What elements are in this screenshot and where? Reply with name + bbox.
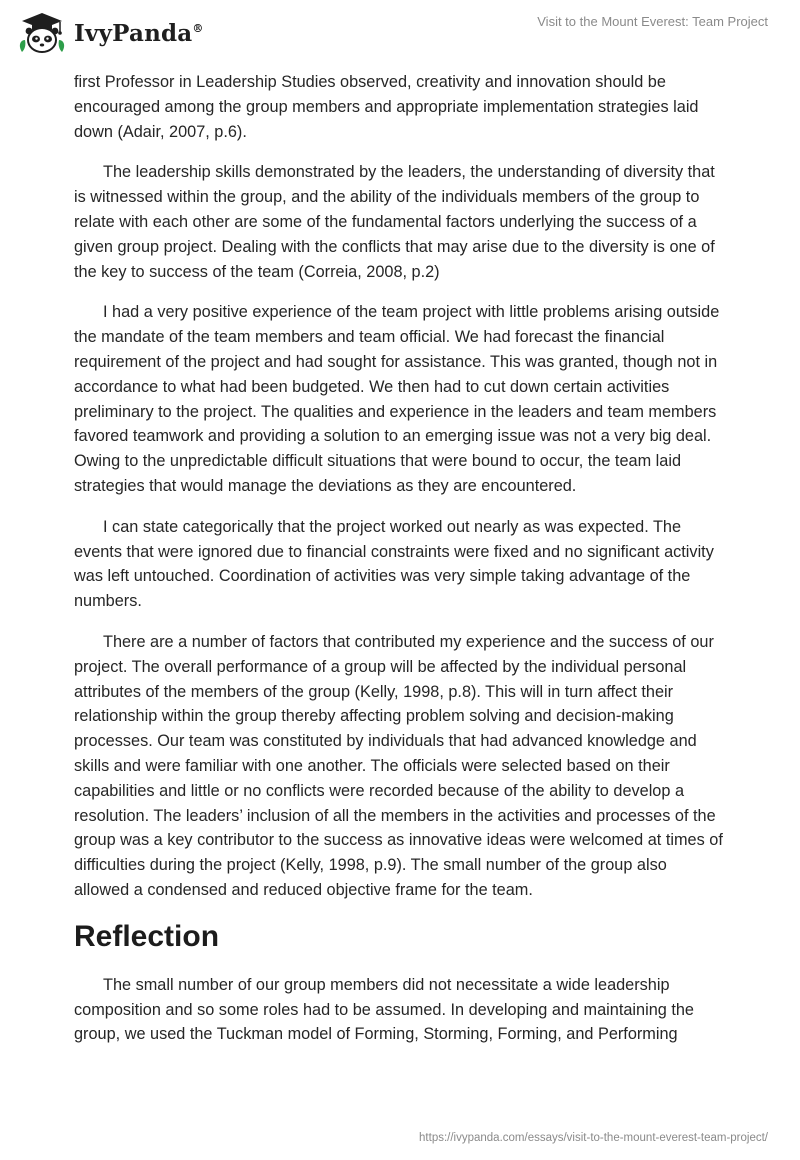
paragraph-continuation: first Professor in Leadership Studies observed, creativity and innovation should be encouraged among the group members and appropriate implementation strategies laid down (Adair, 2007, p.6). [74, 73, 699, 141]
registered-mark: ® [192, 21, 204, 35]
paragraph: I had a very positive experience of the team project with little problems arising outside the mandate of the team members and team official. We had forecast the financial requirement of the project and had sought for assistance. This was granted, though not in accordance to what had been budgeted. We then had to cut down certain activities preliminary to the project. The qualities and experience in the leaders and team members favored teamwork and providing a solution to an emerging issue was not a very big deal. Owing to the unpredictable difficult situations that were bound to occur, the team laid strategies that would manage the deviations as they are encountered. [74, 303, 720, 495]
ivypanda-logo[interactable] [16, 10, 204, 56]
source-url[interactable]: https://ivypanda.com/essays/visit-to-the-mount-everest-team-project/ [419, 1132, 768, 1144]
paragraph: The leadership skills demonstrated by the leaders, the understanding of diversity that is witnessed within the group, and the ability of the individuals members of the group to relate with each other are some of the fundamental factors underlying the success of a given group project. Dealing with the conflicts that may arise due to the diversity is one of the key to success of the team (Correia, 2008, p.2) [74, 163, 715, 281]
logo-wordmark [74, 20, 204, 47]
logo-text: IvyPanda [74, 19, 193, 47]
panda-graduation-cap-icon [16, 10, 68, 56]
section-heading-reflection: Reflection [74, 919, 220, 953]
page-header [0, 0, 800, 70]
paragraph: The small number of our group members did not necessitate a wide leadership composition and so some roles had to be assumed. In developing and maintaining the group, we used the Tuckman model of Forming, Storming, Forming, and Performing [74, 975, 694, 1044]
paragraph: I can state categorically that the project worked out nearly as was expected. The events that were ignored due to financial constraints were fixed and no significant activity was left untouched. Coordination of activities was very simple taking advantage of the numbers. [74, 517, 714, 611]
document-title: Visit to the Mount Everest: Team Project [537, 14, 768, 29]
paragraph: There are a number of factors that contributed my experience and the success of our project. The overall performance of a group will be affected by the individual personal attributes of the members of the group (Kelly, 1998, p.8). This will in turn affect their relationship within the group thereby affecting problem solving and decision-making processes. Our team was constituted by individuals that had advanced knowledge and skills and were familiar with one another. The officials were selected based on their capabilities and little or no conflicts were recorded because of the ability to develop a resolution. The leaders’ inclusion of all the members in the activities and processes of the group was a key contributor to the success as innovative ideas were welcomed at times of difficulties during the project (Kelly, 1998, p.9). The small number of the group also allowed a condensed and reduced objective frame for the team. [74, 632, 723, 899]
essay-body [74, 70, 726, 1063]
